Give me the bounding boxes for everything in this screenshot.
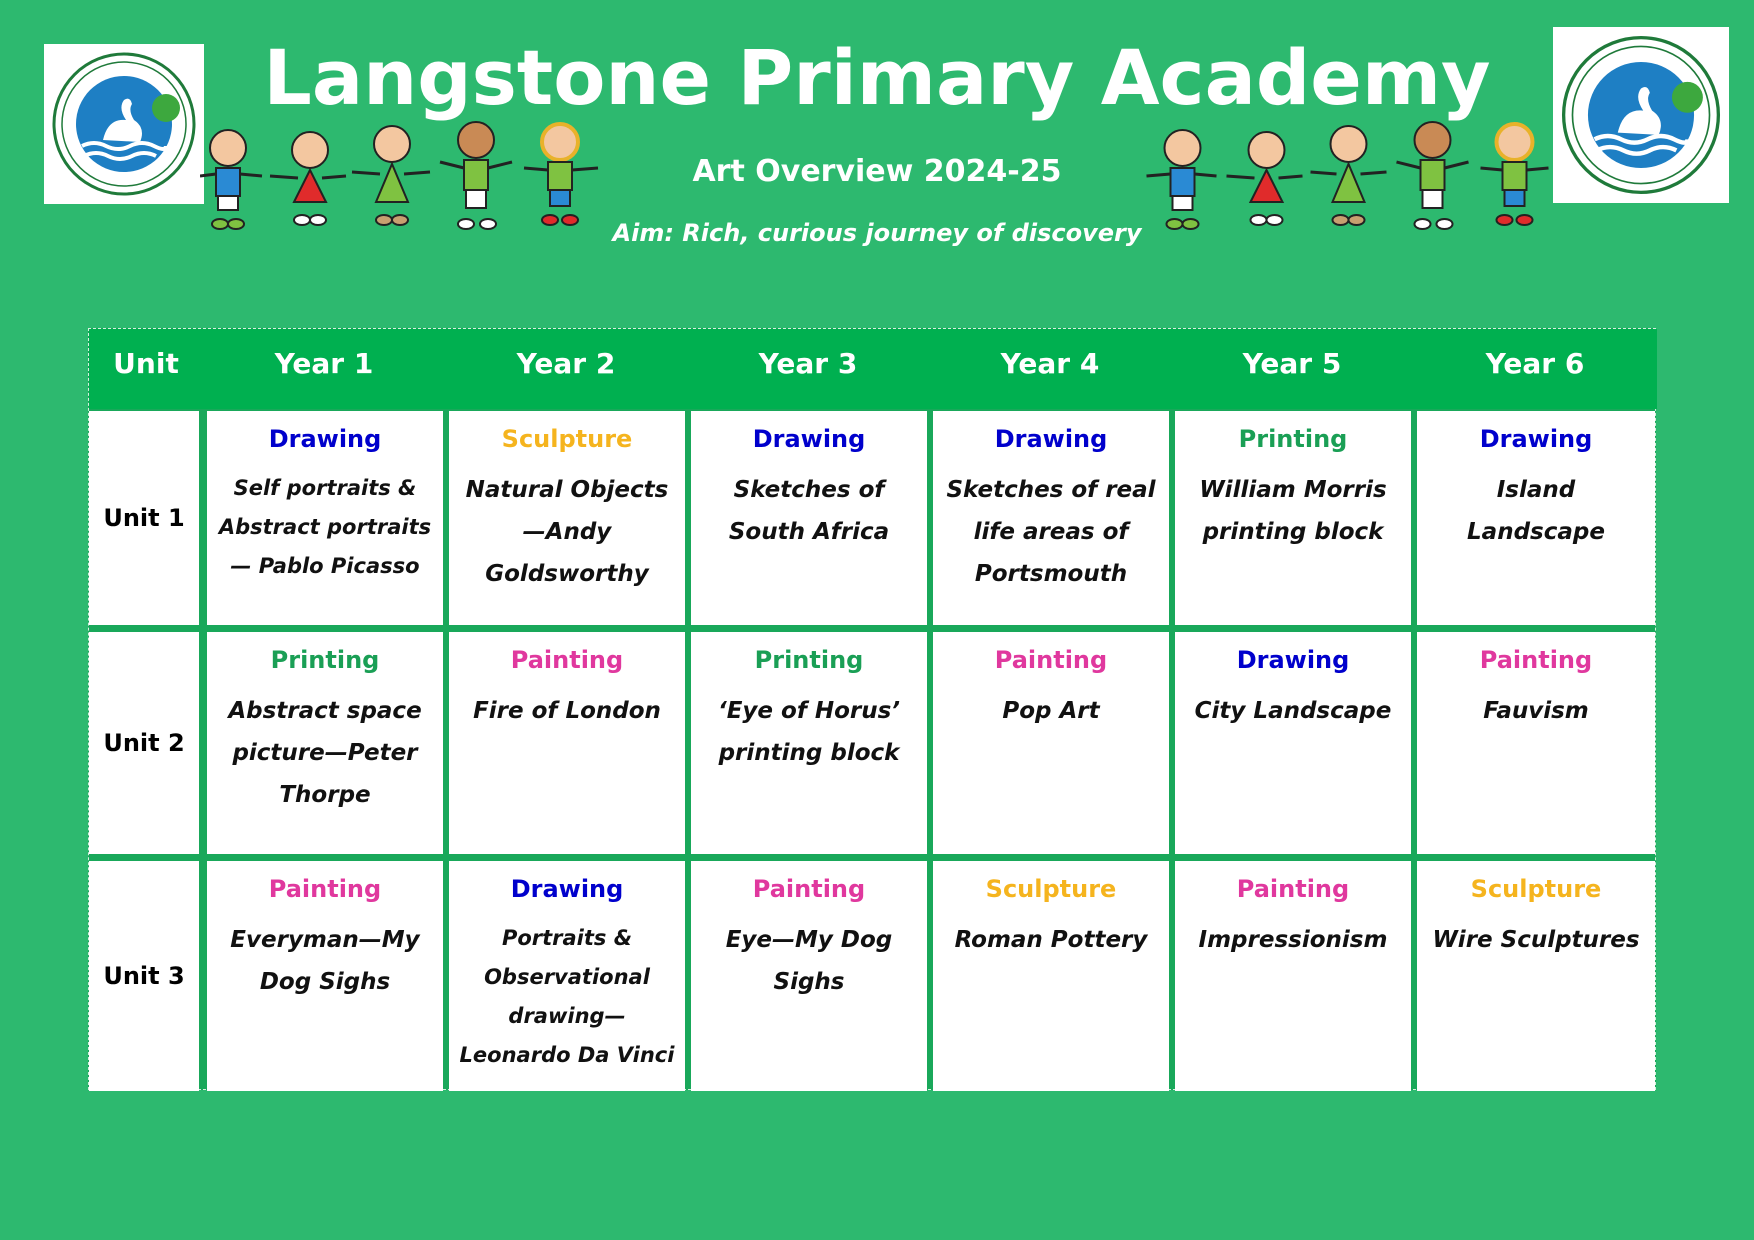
table-cell [933, 411, 1169, 625]
topic-text: Wire Sculptures [1432, 927, 1640, 953]
art-type-label: Painting [752, 875, 866, 903]
topic-text: Pop Art [1002, 698, 1100, 724]
table-cell [691, 861, 927, 1091]
child-figure-icon [1311, 126, 1387, 225]
art-type-label: Painting [994, 646, 1108, 674]
art-type-label: Sculpture [1470, 875, 1602, 903]
table-cell [1417, 632, 1655, 854]
topic-text: Island Landscape [1467, 477, 1605, 545]
table-header-year2: Year 2 [445, 329, 687, 409]
topic-text: Eye—My Dog Sighs [725, 927, 893, 995]
table-header-year6: Year 6 [1413, 329, 1657, 409]
table-cell [933, 861, 1169, 1091]
table-header-year3: Year 3 [687, 329, 929, 409]
unit-label: Unit 2 [89, 632, 199, 854]
art-type-label: Drawing [1479, 425, 1593, 453]
table-cell [691, 411, 927, 625]
art-type-label: Drawing [752, 425, 866, 453]
child-figure-icon [352, 126, 430, 225]
unit-label: Unit 3 [89, 861, 199, 1091]
topic-text: William Morris printing block [1199, 477, 1387, 545]
art-type-label: Printing [270, 646, 380, 674]
topic-text: Fauvism [1483, 698, 1589, 724]
art-type-label: Drawing [1236, 646, 1350, 674]
children-illustration-left [200, 120, 610, 240]
table-cell [207, 632, 443, 854]
table-cell [207, 411, 443, 625]
topic-text: ‘Eye of Horus’ printing block [717, 698, 901, 766]
table-header-year4: Year 4 [929, 329, 1171, 409]
table-cell [933, 632, 1169, 854]
table-cell [207, 861, 443, 1091]
art-type-label: Sculpture [501, 425, 633, 453]
table-header-year1: Year 1 [203, 329, 445, 409]
topic-text: Abstract space picture—Peter Thorpe [228, 698, 422, 808]
table-header-year5: Year 5 [1171, 329, 1413, 409]
topic-text: Fire of London [473, 698, 661, 724]
table-cell [1175, 632, 1411, 854]
page-subtitle: Art Overview 2024-25 [692, 154, 1062, 189]
page-title: Langstone Primary Academy [263, 33, 1491, 122]
topic-text: Portraits & Observational drawing—Leonardo Da Vinci [459, 926, 675, 1067]
art-type-label: Painting [1236, 875, 1350, 903]
topic-text: Roman Pottery [954, 927, 1148, 953]
aim-statement: Aim: Rich, curious journey of discovery [612, 219, 1142, 247]
topic-text: Everyman—My Dog Sighs [230, 927, 420, 995]
table-header-unit: Unit [89, 329, 203, 409]
child-figure-icon [1397, 122, 1469, 229]
table-cell [449, 861, 685, 1091]
art-type-label: Painting [1479, 646, 1593, 674]
children-illustration-right [1140, 120, 1555, 240]
child-figure-icon [1481, 124, 1549, 225]
child-figure-icon [270, 132, 346, 225]
table-cell [449, 411, 685, 625]
art-type-label: Printing [1238, 425, 1348, 453]
art-overview-table [88, 328, 1656, 1090]
table-cell [449, 632, 685, 854]
topic-text: Sketches of South Africa [728, 477, 890, 545]
child-figure-icon [524, 124, 598, 225]
table-cell [1417, 861, 1655, 1091]
child-figure-icon [200, 130, 262, 229]
art-type-label: Sculpture [985, 875, 1117, 903]
art-type-label: Drawing [268, 425, 382, 453]
topic-text: Impressionism [1198, 927, 1388, 953]
art-type-label: Drawing [510, 875, 624, 903]
table-cell [691, 632, 927, 854]
table-cell [1417, 411, 1655, 625]
child-figure-icon [1147, 130, 1217, 229]
topic-text: City Landscape [1194, 698, 1392, 724]
topic-text: Sketches of real life areas of Portsmouth [946, 477, 1156, 587]
table-cell [1175, 411, 1411, 625]
topic-text: Natural Objects—Andy Goldsworthy [465, 477, 669, 587]
topic-text: Self portraits & Abstract portraits — Pablo Picasso [218, 476, 432, 578]
unit-label: Unit 1 [89, 411, 199, 625]
art-type-label: Printing [754, 646, 864, 674]
art-type-label: Drawing [994, 425, 1108, 453]
child-figure-icon [440, 122, 512, 229]
art-type-label: Painting [268, 875, 382, 903]
table-cell [1175, 861, 1411, 1091]
art-type-label: Painting [510, 646, 624, 674]
child-figure-icon [1227, 132, 1303, 225]
